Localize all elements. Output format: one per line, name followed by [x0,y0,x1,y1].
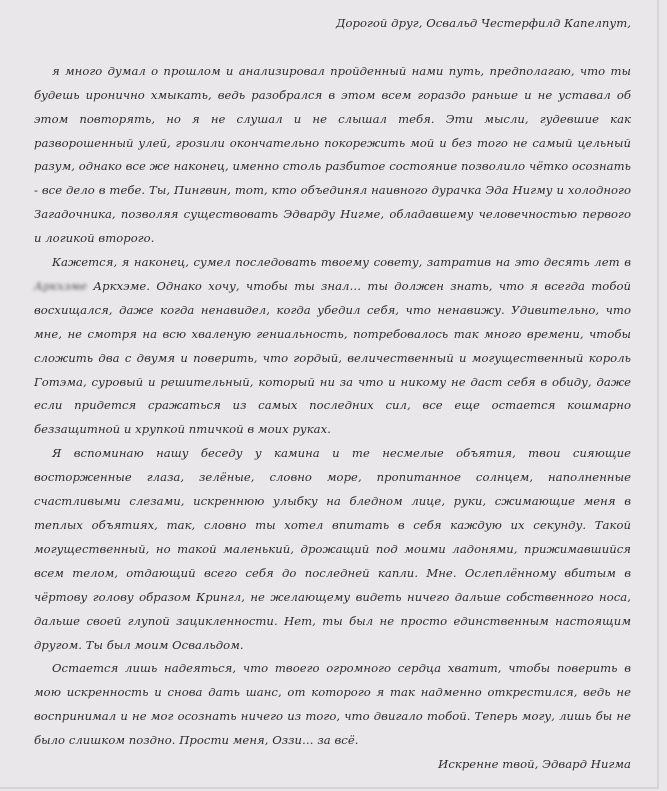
letter-signature: Искренне твой, Эдвард Нигма [438,757,631,772]
paragraph-1: я много думал о прошлом и анализировал пройденный нами путь, предполагаю, что ты будешь иронично хмыкать, ведь разобрался в этом всем гораздо раньше и не уставал об этом повторять, но я не слушал и не слышал тебя. Эти мысли, гудевшие как разворошенный улей, грозили окончательно покорежить мой и без того не самый цельный разум, однако все же наконец, именно столь разбитое состояние позволило чётко осознать - все дело в тебе. Ты, Пингвин, тот, кто объединял наивного дурачка Эда Нигму и холодного Загадочника, позволяя существовать Эдварду Нигме, обладавшему человечностью первого и логикой второго. [34,63,631,246]
letter-body [34,12,631,777]
paragraph-2 [34,251,631,442]
paragraph-4: Остается лишь надеяться, что твоего огромного сердца хватит, чтобы поверить в мою искренность и снова дать шанс, от которого я так надменно открестился, ведь не воспринимал и не мог осознать ничего из того, что двигало тобой. Теперь могу, лишь бы не было слишком поздно. Прости меня, Оззи… за всё. [34,661,631,748]
paragraph-2-rest: Аркхэме. Однако хочу, чтобы ты знал… ты должен знать, что я всегда тобой восхищался, даже когда ненавидел, когда убедил себя, что ненавижу. Удивительно, что мне, не смотря на всю хваленую гениальность, потребовалось так много времени, чтобы сложить два с двумя и поверить, что гордый, величественный и могущественный король Готэма, суровый и решительный, который ни за что и никому не даст себя в обиду, даже если придется сражаться из самых последних сил, все еще остается кошмарно беззащитной и хрупкой птичкой в моих руках. [34,278,631,437]
blurred-word: Аркхэме [34,278,87,293]
paragraph-3: Я вспоминаю нашу беседу у камина и те несмелые объятия, твои сияющие восторженные глаза, зелёные, словно море, пропитанное солнцем, наполненные счастливыми слезами, искреннюю улыбку на бледном лице, руки, сжимающие меня в теплых объятиях, так, словно ты хотел впитать в себя каждую их секунду. Такой могущественный, но такой маленький, дрожащий под моими ладонями, прижимавшийся всем телом, отдающий всего себя до последней капли. Мне. Ослеплённому вбитым в чёртову голову образом Крингл, не желающему видеть ничего дальше собственного носа, дальше своей глупой зацикленности. Нет, ты был не просто единственным настоящим другом. Ты был моим Освальдом. [34,446,631,652]
paragraph-2-start: Кажется, я наконец, сумел последовать твоему совету, затратив на это десять лет в [52,255,631,270]
letter-greeting: Дорогой друг, Освальд Честерфилд Капелпут, [335,16,631,30]
